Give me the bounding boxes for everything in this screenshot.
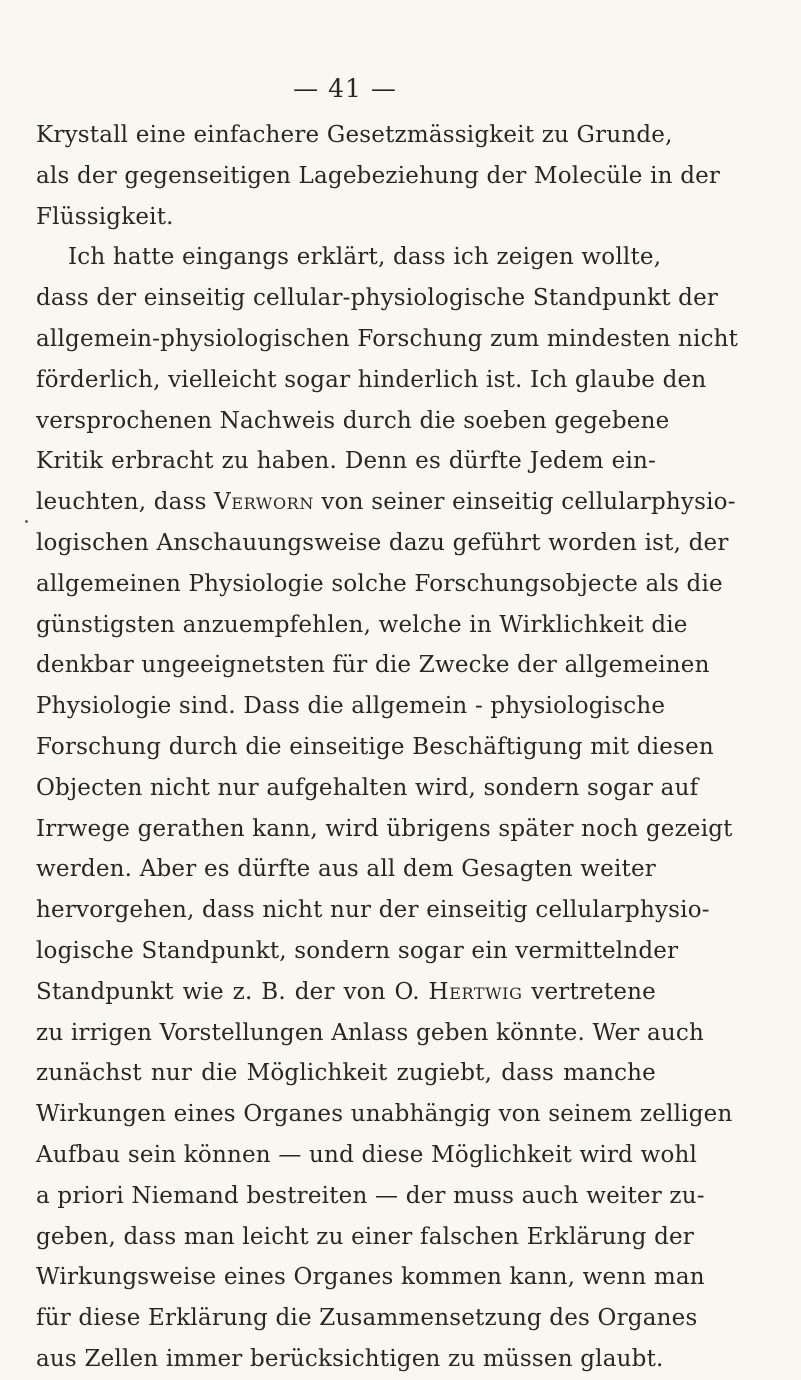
page-number: — 41 — — [293, 74, 397, 103]
text-line — [36, 972, 656, 1013]
text-line: Flüssigkeit. — [36, 203, 174, 230]
text-line: zunächst nur die Möglichkeit zugiebt, dass manche — [36, 1060, 656, 1087]
text-line: allgemeinen Physiologie solche Forschungsobjecte als die — [36, 570, 723, 597]
text-line: logische Standpunkt, sondern sogar ein vermittelnder — [36, 937, 679, 964]
text-line: Aufbau sein können — und diese Möglichkeit wird wohl — [36, 1141, 698, 1168]
text-line: Physiologie sind. Dass die allgemein - physiologische — [36, 693, 666, 720]
text-line: Wirkungsweise eines Organes kommen kann, wenn man — [36, 1264, 705, 1291]
author-name-verworn: Verworn — [214, 489, 314, 516]
text-line: zu irrigen Vorstellungen Anlass geben könnte. Wer auch — [36, 1019, 704, 1046]
text-line: Wirkungen eines Organes unabhängig von seinem zelligen — [36, 1101, 733, 1128]
text-segment: vertretene — [522, 978, 656, 1005]
text-line: dass der einseitig cellular-physiologische Standpunkt der — [36, 285, 719, 312]
text-line: Irrwege gerathen kann, wird übrigens später noch gezeigt — [36, 815, 733, 842]
margin-mark — [25, 520, 28, 523]
text-segment: Standpunkt wie z. B. der von O. — [36, 978, 429, 1005]
text-segment: von seiner einseitig cellularphysio- — [313, 489, 736, 516]
author-name-hertwig: Hertwig — [428, 978, 523, 1005]
text-line: versprochenen Nachweis durch die soeben gegebene — [36, 407, 670, 434]
text-line: allgemein-physiologischen Forschung zum mindesten nicht — [36, 325, 739, 352]
text-line: günstigsten anzuempfehlen, welche in Wirklichkeit die — [36, 611, 688, 638]
text-line: werden. Aber es dürfte aus all dem Gesagten weiter — [36, 856, 656, 883]
text-line: hervorgehen, dass nicht nur der einseitig cellularphysio- — [36, 897, 710, 924]
text-line: aus Zellen immer berücksichtigen zu müssen glaubt. — [36, 1345, 664, 1372]
text-line: geben, dass man leicht zu einer falschen Erklärung der — [36, 1223, 695, 1250]
text-line: für diese Erklärung die Zusammensetzung des Organes — [36, 1305, 698, 1332]
text-line: als der gegenseitigen Lagebeziehung der Molecüle in der — [36, 162, 721, 189]
text-line: logischen Anschauungsweise dazu geführt worden ist, der — [36, 529, 729, 556]
text-line: förderlich, vielleicht sogar hinderlich ist. Ich glaube den — [36, 366, 707, 393]
text-line — [36, 482, 736, 523]
body-text — [36, 115, 739, 1380]
text-line: Forschung durch die einseitige Beschäftigung mit diesen — [36, 733, 714, 760]
text-line: Objecten nicht nur aufgehalten wird, sondern sogar auf — [36, 774, 699, 801]
text-line: Ich hatte eingangs erklärt, dass ich zeigen wollte, — [68, 244, 662, 271]
text-line: a priori Niemand bestreiten — der muss auch weiter zu- — [36, 1182, 705, 1209]
text-segment: leuchten, dass — [36, 489, 215, 516]
text-line: denkbar ungeeignetsten für die Zwecke der allgemeinen — [36, 652, 710, 679]
text-line: Kritik erbracht zu haben. Denn es dürfte Jedem ein- — [36, 448, 656, 475]
text-line: Krystall eine einfachere Gesetzmässigkeit zu Grunde, — [36, 122, 673, 148]
